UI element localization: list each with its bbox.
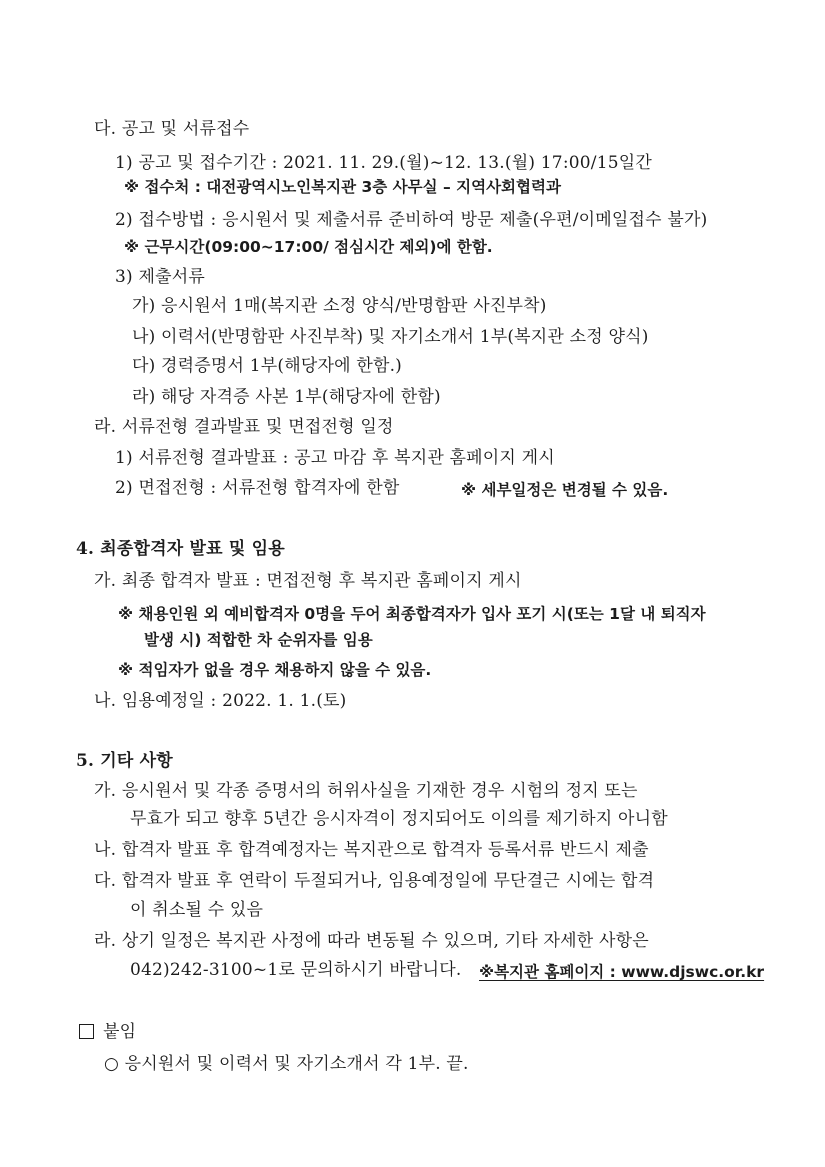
required-document-item: 다) 경력증명서 1부(해당자에 한함.) — [132, 356, 403, 376]
required-document-item: 나) 이력서(반명함판 사진부착) 및 자기소개서 1부(복지관 소정 양식) — [132, 327, 649, 347]
checkbox-square-icon — [79, 1024, 94, 1039]
other-item-na: 나. 합격자 발표 후 합격예정자는 복지관으로 합격자 등록서류 반드시 제출 — [94, 840, 649, 860]
attachment-item: ○ 응시원서 및 이력서 및 자기소개서 각 1부. 끝. — [104, 1054, 469, 1074]
document-result-announcement: 1) 서류전형 결과발표 : 공고 마감 후 복지관 홈페이지 게시 — [115, 448, 555, 468]
application-place-note: ※ 접수처 : 대전광역시노인복지관 3층 사무실 – 지역사회협력과 — [124, 178, 561, 196]
reserve-candidate-note: ※ 채용인원 외 예비합격자 0명을 두어 최종합격자가 입사 포기 시(또는 1달 내 퇴직자 — [118, 605, 706, 623]
homepage-link[interactable]: ※복지관 홈페이지 : www.djswc.or.kr — [479, 963, 765, 981]
final-announcement: 가. 최종 합격자 발표 : 면접전형 후 복지관 홈페이지 게시 — [94, 571, 522, 591]
attachment-heading-row — [79, 1021, 136, 1043]
interview-screening: 2) 면접전형 : 서류전형 합격자에 한함 — [115, 478, 400, 498]
working-hours-note: ※ 근무시간(09:00~17:00/ 점심시간 제외)에 한함. — [124, 238, 493, 256]
required-document-item: 라) 해당 자격증 사본 1부(해당자에 한함) — [132, 387, 441, 407]
other-item-da: 다. 합격자 발표 후 연락이 두절되거나, 임용예정일에 무단결근 시에는 합격 — [94, 871, 655, 891]
other-item-da-cont: 이 취소될 수 있음 — [130, 900, 264, 920]
other-item-ra: 라. 상기 일정은 복지관 사정에 따라 변동될 수 있으며, 기타 자세한 사항은 — [94, 931, 649, 951]
schedule-change-note: ※ 세부일정은 변경될 수 있음. — [461, 481, 669, 499]
appointment-date: 나. 임용예정일 : 2022. 1. 1.(토) — [94, 691, 347, 711]
section-4-heading: 4. 최종합격자 발표 및 임용 — [76, 539, 285, 559]
section-ra-heading: 라. 서류전형 결과발표 및 면접전형 일정 — [94, 417, 394, 437]
application-method: 2) 접수방법 : 응시원서 및 제출서류 준비하여 방문 제출(우편/이메일접수 불가) — [115, 210, 708, 230]
section-da-heading: 다. 공고 및 서류접수 — [94, 119, 250, 139]
required-documents-heading: 3) 제출서류 — [115, 267, 205, 287]
section-5-heading: 5. 기타 사항 — [76, 751, 173, 771]
application-period: 1) 공고 및 접수기간 : 2021. 11. 29.(월)~12. 13.(월) 17:00/15일간 — [115, 153, 652, 173]
other-item-ga-cont: 무효가 되고 향후 5년간 응시자격이 정지되어도 이의를 제기하지 아니함 — [130, 809, 668, 829]
no-suitable-candidate-note: ※ 적임자가 없을 경우 채용하지 않을 수 있음. — [118, 661, 432, 679]
other-item-ga: 가. 응시원서 및 각종 증명서의 허위사실을 기재한 경우 시험의 정지 또는 — [94, 781, 638, 801]
required-document-item: 가) 응시원서 1매(복지관 소정 양식/반명함판 사진부착) — [132, 296, 547, 316]
contact-phone: 042)242-3100~1로 문의하시기 바랍니다. — [130, 960, 462, 980]
attachment-heading: 붙임 — [103, 1022, 137, 1042]
reserve-candidate-note-cont: 발생 시) 적합한 차 순위자를 임용 — [144, 631, 373, 649]
